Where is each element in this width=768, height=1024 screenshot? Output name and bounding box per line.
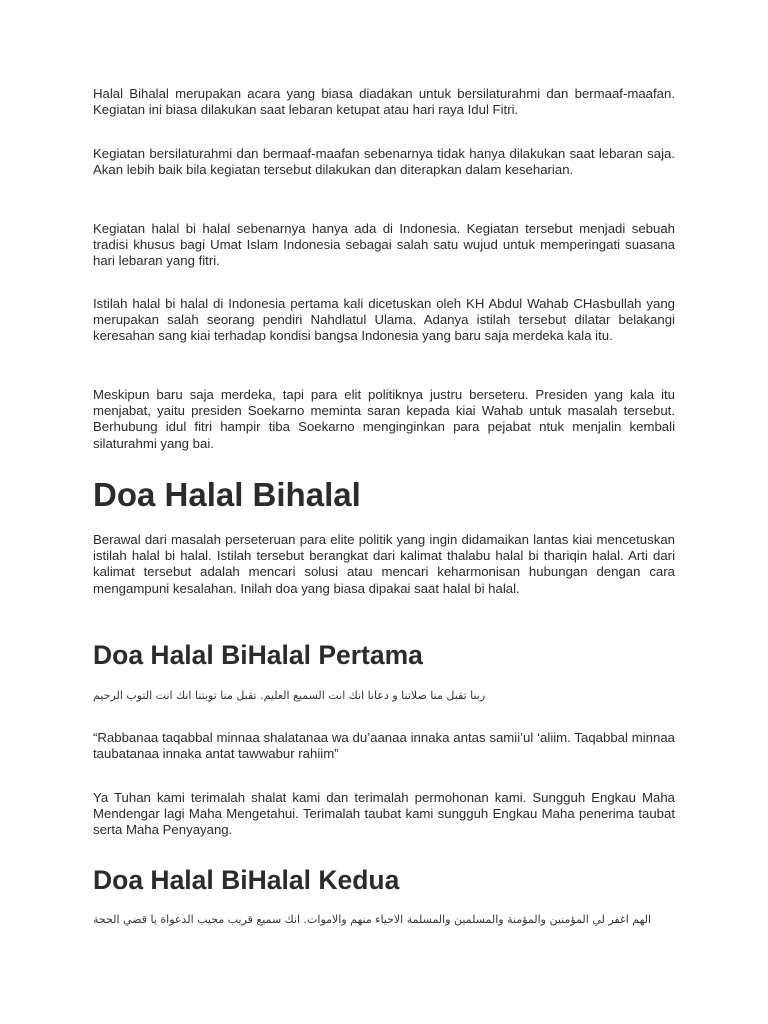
intro-paragraph-2: Kegiatan bersilaturahmi dan bermaaf-maafan sebenarnya tidak hanya dilakukan saat lebaran saja. Akan lebih baik bila kegiatan tersebut dilakukan dan diterapkan dalam keseharian. bbox=[93, 146, 675, 178]
transliteration-first: “Rabbanaa taqabbal minnaa shalatanaa wa du’aanaa innaka antas samii’ul ‘aliim. Taqabbal minnaa taubatanaa innaka antat tawwabur rahiim” bbox=[93, 730, 675, 762]
intro-paragraph-3: Kegiatan halal bi halal sebenarnya hanya ada di Indonesia. Kegiatan tersebut menjadi sebuah tradisi khusus bagi Umat Islam Indonesia sebagai salah satu wujud untuk memperingati suasana hari lebaran yang fitri. bbox=[93, 221, 675, 269]
intro-paragraph-1: Halal Bihalal merupakan acara yang biasa diadakan untuk bersilaturahmi dan bermaaf-maafan. Kegiatan ini biasa dilakukan saat lebaran ketupat atau hari raya Idul Fitri. bbox=[93, 86, 675, 118]
heading-doa-pertama: Doa Halal BiHalal Pertama bbox=[93, 640, 423, 670]
intro-paragraph-4: Istilah halal bi halal di Indonesia pertama kali dicetuskan oleh KH Abdul Wahab CHasbullah yang merupakan salah seorang pendiri Nahdlatul Ulama. Adanya istilah tersebut dilatar belakangi keresahan sang kiai terhadap kondisi bangsa Indonesia yang baru saja merdeka kala itu. bbox=[93, 296, 675, 344]
intro-paragraph-5: Meskipun baru saja merdeka, tapi para elit politiknya justru berseteru. Presiden yang kala itu menjabat, yaitu presiden Soekarno meminta saran kepada kiai Wahab untuk masalah tersebut. Berhubung idul fitri hampir tiba Soekarno menginginkan para pejabat ntuk menjalin kembali silaturahmi yang bai. bbox=[93, 387, 675, 451]
heading-doa-halal-bihalal: Doa Halal Bihalal bbox=[93, 476, 361, 513]
arabic-prayer-second: الهم اغفر لي المؤمنين والمؤمنة والمسلمين والمسلمة الاحياء منهم والاموات. انك سميع قريب مجيب الدعواة يا قضي الحجة bbox=[93, 913, 652, 926]
main-paragraph: Berawal dari masalah perseteruan para elite politik yang ingin didamaikan lantas kiai mencetuskan istilah halal bi halal. Istilah tersebut berangkat dari kalimat thalabu halal bi thariqin halal. Arti dari kalimat tersebut adalah mencari solusi atau mencari keharmonisan hubungan dengan cara mengampuni kesalahan. Inilah doa yang biasa dipakai saat halal bi halal. bbox=[93, 532, 675, 596]
heading-doa-kedua: Doa Halal BiHalal Kedua bbox=[93, 865, 400, 895]
translation-first: Ya Tuhan kami terimalah shalat kami dan terimalah permohonan kami. Sungguh Engkau Maha Mendengar lagi Maha Mengetahui. Terimalah taubat kami sungguh Engkau Maha penerima taubat serta Maha Penyayang. bbox=[93, 790, 675, 838]
arabic-prayer-first: ربنا تقبل منا صلاتنا و دعانا انك انت السميع العليم. تقبل منا توبتنا انك انت التوب الرحيم bbox=[93, 689, 486, 702]
